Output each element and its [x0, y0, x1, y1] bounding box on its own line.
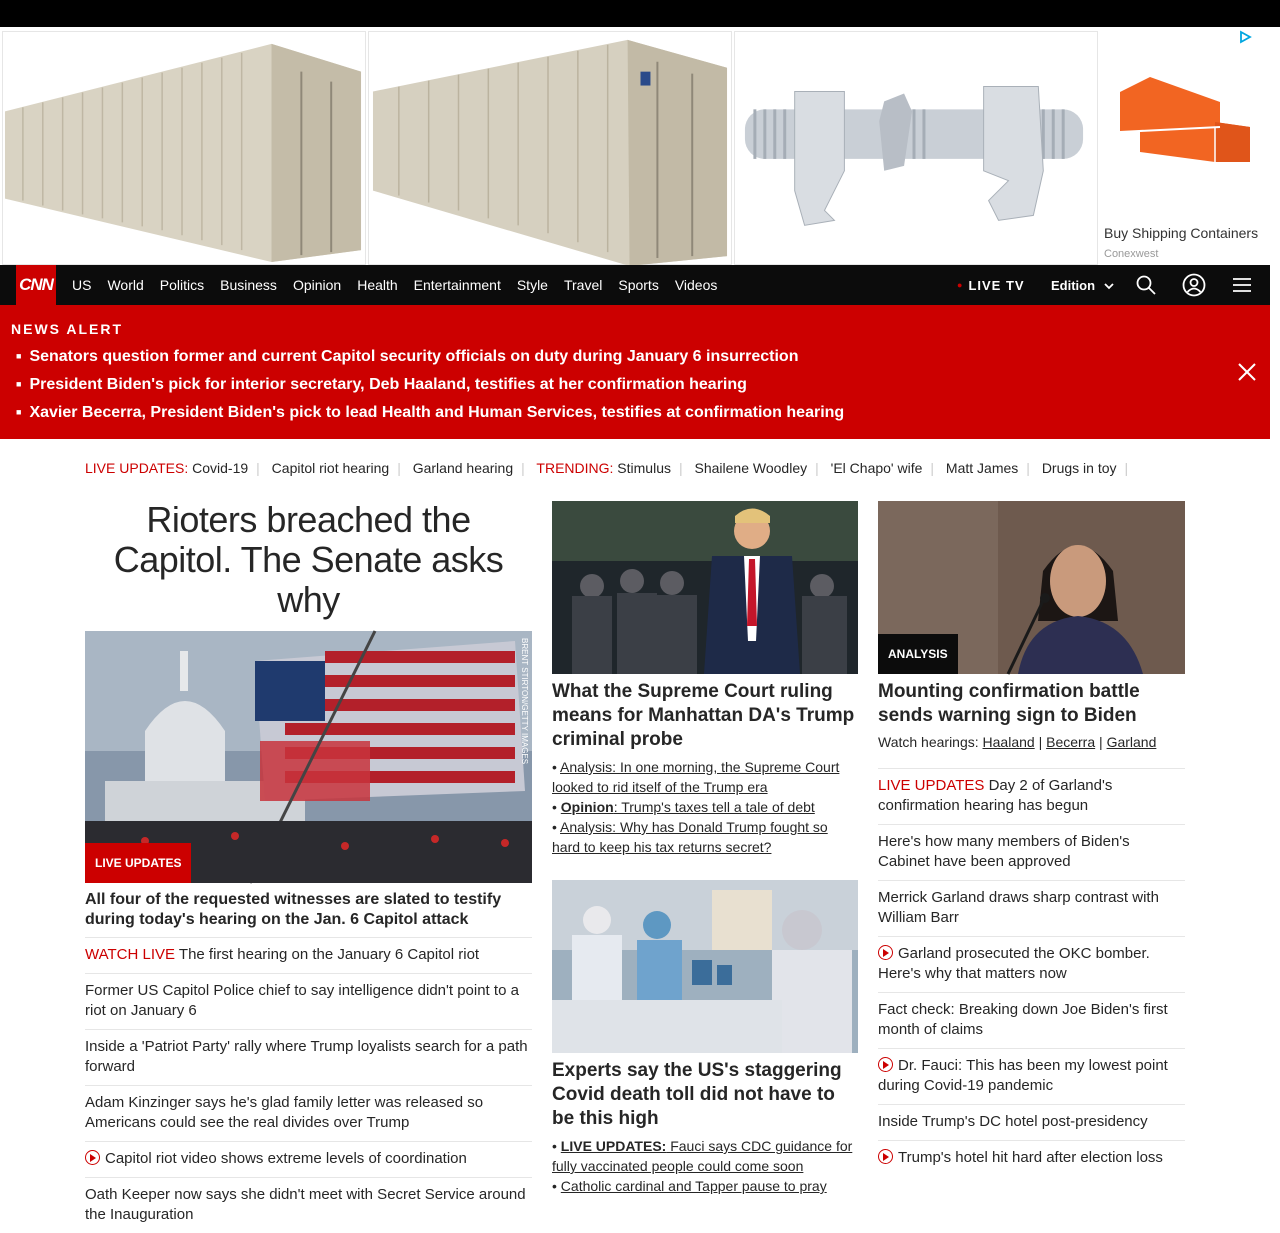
bullet-link[interactable]: • Analysis: Why has Donald Trump fought so hard to keep his tax returns secret? — [552, 817, 858, 857]
list-item[interactable] — [85, 937, 532, 973]
nav-link-style[interactable]: Style — [516, 277, 548, 293]
story-bullets — [552, 757, 858, 857]
ad-banner[interactable] — [0, 27, 1280, 265]
trending-label: TRENDING: — [536, 460, 614, 476]
bullet-link[interactable]: • LIVE UPDATES: Fauci says CDC guidance for fully vaccinated people could come soon — [552, 1136, 858, 1176]
story-title[interactable]: Mounting confirmation battle sends warning sign to Biden — [878, 681, 1140, 726]
top-black-bar — [0, 0, 1280, 27]
close-icon[interactable] — [1236, 361, 1258, 383]
ad-image-container-2[interactable] — [368, 31, 732, 265]
nav-link-sports[interactable]: Sports — [618, 277, 659, 293]
main-headline[interactable]: Rioters breached the Capitol. The Senate asks why — [113, 499, 504, 620]
list-item[interactable] — [878, 1140, 1185, 1176]
watch-hearings-line: Watch hearings: Haaland | Becerra | Garland — [878, 734, 1157, 750]
nav-link-travel[interactable]: Travel — [563, 277, 603, 293]
lead-story-text[interactable]: All four of the requested witnesses are slated to testify during today's hearing on the Jan. 6 Capitol attack — [85, 891, 502, 928]
watch-hearings-label: Watch hearings: — [878, 734, 979, 750]
play-icon — [878, 1057, 893, 1072]
story-title[interactable]: What the Supreme Court ruling means for Manhattan DA's Trump criminal probe — [552, 681, 855, 750]
list-item[interactable] — [878, 936, 1185, 992]
nav-link-health[interactable]: Health — [357, 277, 398, 293]
list-item[interactable]: Merrick Garland draws sharp contrast with William Barr — [878, 880, 1185, 936]
live-updates-label: LIVE UPDATES: — [85, 460, 189, 476]
list-item-text: Trump's hotel hit hard after election loss — [898, 1149, 1163, 1166]
hearing-link[interactable]: Haaland — [982, 734, 1035, 750]
news-alert-list — [16, 345, 844, 429]
bullet-link[interactable]: • Opinion: Trump's taxes tell a tale of debt — [552, 797, 858, 817]
trending-link[interactable]: Shailene Woodley — [694, 460, 808, 476]
list-item[interactable] — [878, 1048, 1185, 1104]
list-item[interactable]: Here's how many members of Biden's Cabinet have been approved — [878, 824, 1185, 880]
left-story-list — [85, 937, 532, 1233]
list-item[interactable] — [878, 768, 1185, 824]
list-item[interactable]: Inside a 'Patriot Party' rally where Trump loyalists search for a path forward — [85, 1029, 532, 1085]
trending-bar: LIVE UPDATES: Covid-19 | Capitol riot hearing | Garland hearing | TRENDING: Stimulus | Shailene Woodley | 'El Chapo' wife | Matt James | Drugs in toy | — [85, 460, 1129, 476]
ad-sponsor[interactable]: Conexwest — [1104, 248, 1159, 260]
news-alert-banner — [0, 305, 1270, 439]
list-item-text: Capitol riot video shows extreme levels of coordination — [105, 1150, 467, 1167]
nav-link-business[interactable]: Business — [220, 277, 277, 293]
ad-text[interactable]: Buy Shipping Containers — [1104, 225, 1259, 241]
trending-link[interactable]: 'El Chapo' wife — [830, 460, 923, 476]
covid-photo[interactable] — [552, 880, 858, 1053]
nav-link-opinion[interactable]: Opinion — [292, 277, 342, 293]
trending-link[interactable]: Stimulus — [617, 460, 671, 476]
chevron-down-icon — [1104, 282, 1114, 290]
edition-dropdown[interactable] — [1051, 278, 1114, 293]
nav-link-videos[interactable]: Videos — [674, 277, 718, 293]
live-updates-badge: LIVE UPDATES — [85, 843, 191, 883]
edition-label: Edition — [1051, 278, 1096, 293]
list-item[interactable]: Former US Capitol Police chief to say intelligence didn't point to a riot on January 6 — [85, 973, 532, 1029]
trending-link[interactable]: Matt James — [945, 460, 1019, 476]
hearing-link[interactable]: Garland — [1106, 734, 1157, 750]
trump-photo[interactable] — [552, 501, 858, 674]
list-item-text: Day 2 of Garland's confirmation hearing has begun — [878, 777, 1113, 814]
news-alert-item[interactable]: ■ Senators question former and current Capitol security officials on duty during January 6 insurrection — [16, 345, 844, 373]
list-item-text: Garland prosecuted the OKC bomber. Here's why that matters now — [878, 945, 1150, 982]
trending-link[interactable]: Covid-19 — [192, 460, 249, 476]
live-tv-link[interactable] — [957, 278, 1025, 293]
analysis-badge: ANALYSIS — [878, 634, 958, 674]
trending-link[interactable]: Drugs in toy — [1041, 460, 1117, 476]
list-item-text: Dr. Fauci: This has been my lowest point during Covid-19 pandemic — [878, 1057, 1168, 1094]
nav-link-world[interactable]: World — [107, 277, 144, 293]
ad-image-container-1[interactable] — [2, 31, 366, 265]
list-item[interactable] — [85, 1141, 532, 1177]
list-item-text: The first hearing on the January 6 Capitol riot — [178, 946, 480, 963]
live-dot-icon: ● — [957, 280, 964, 290]
trending-link[interactable]: Garland hearing — [412, 460, 514, 476]
trending-link[interactable]: Capitol riot hearing — [271, 460, 390, 476]
nav-links — [64, 265, 725, 305]
play-icon — [878, 1149, 893, 1164]
ad-logo-image[interactable] — [1110, 72, 1255, 172]
news-alert-label: NEWS ALERT — [11, 321, 124, 337]
bullet-link[interactable]: • Analysis: In one morning, the Supreme Court looked to rid itself of the Trump era — [552, 757, 858, 797]
list-item[interactable]: Oath Keeper now says she didn't meet with Secret Service around the Inauguration — [85, 1177, 532, 1233]
menu-icon[interactable] — [1231, 274, 1253, 296]
cnn-logo[interactable]: CNN — [16, 265, 56, 305]
play-icon — [878, 945, 893, 960]
nav-link-us[interactable]: US — [72, 277, 92, 293]
story-title[interactable]: Experts say the US's staggering Covid death toll did not have to be this high — [552, 1060, 842, 1129]
story-bullets — [552, 1136, 858, 1196]
nav-link-entertainment[interactable]: Entertainment — [413, 277, 501, 293]
main-nav — [0, 265, 1270, 305]
play-icon — [85, 1150, 100, 1165]
live-updates-label: LIVE UPDATES — [878, 777, 985, 794]
list-item[interactable]: Fact check: Breaking down Joe Biden's first month of claims — [878, 992, 1185, 1048]
live-tv-label: LIVE TV — [968, 278, 1025, 293]
search-icon[interactable] — [1135, 274, 1157, 296]
news-alert-item[interactable]: ■ President Biden's pick for interior secretary, Deb Haaland, testifies at her confirmation hearing — [16, 373, 844, 401]
news-alert-item[interactable]: ■ Xavier Becerra, President Biden's pick to lead Health and Human Services, testifies at confirmation hearing — [16, 401, 844, 429]
ad-choices-icon[interactable] — [1238, 30, 1252, 44]
account-icon[interactable] — [1182, 273, 1206, 297]
ad-image-container-3[interactable] — [734, 31, 1098, 265]
hearing-link[interactable]: Becerra — [1046, 734, 1096, 750]
watch-live-label: WATCH LIVE — [85, 946, 176, 963]
right-story-list — [878, 768, 1185, 1176]
photo-credit: BRENT STIRTON/GETTY IMAGES — [520, 638, 529, 765]
bullet-link[interactable]: • Catholic cardinal and Tapper pause to pray — [552, 1176, 858, 1196]
list-item[interactable]: Adam Kinzinger says he's glad family letter was released so Americans could see the real divides over Trump — [85, 1085, 532, 1141]
nav-link-politics[interactable]: Politics — [159, 277, 205, 293]
list-item[interactable]: Inside Trump's DC hotel post-presidency — [878, 1104, 1185, 1140]
